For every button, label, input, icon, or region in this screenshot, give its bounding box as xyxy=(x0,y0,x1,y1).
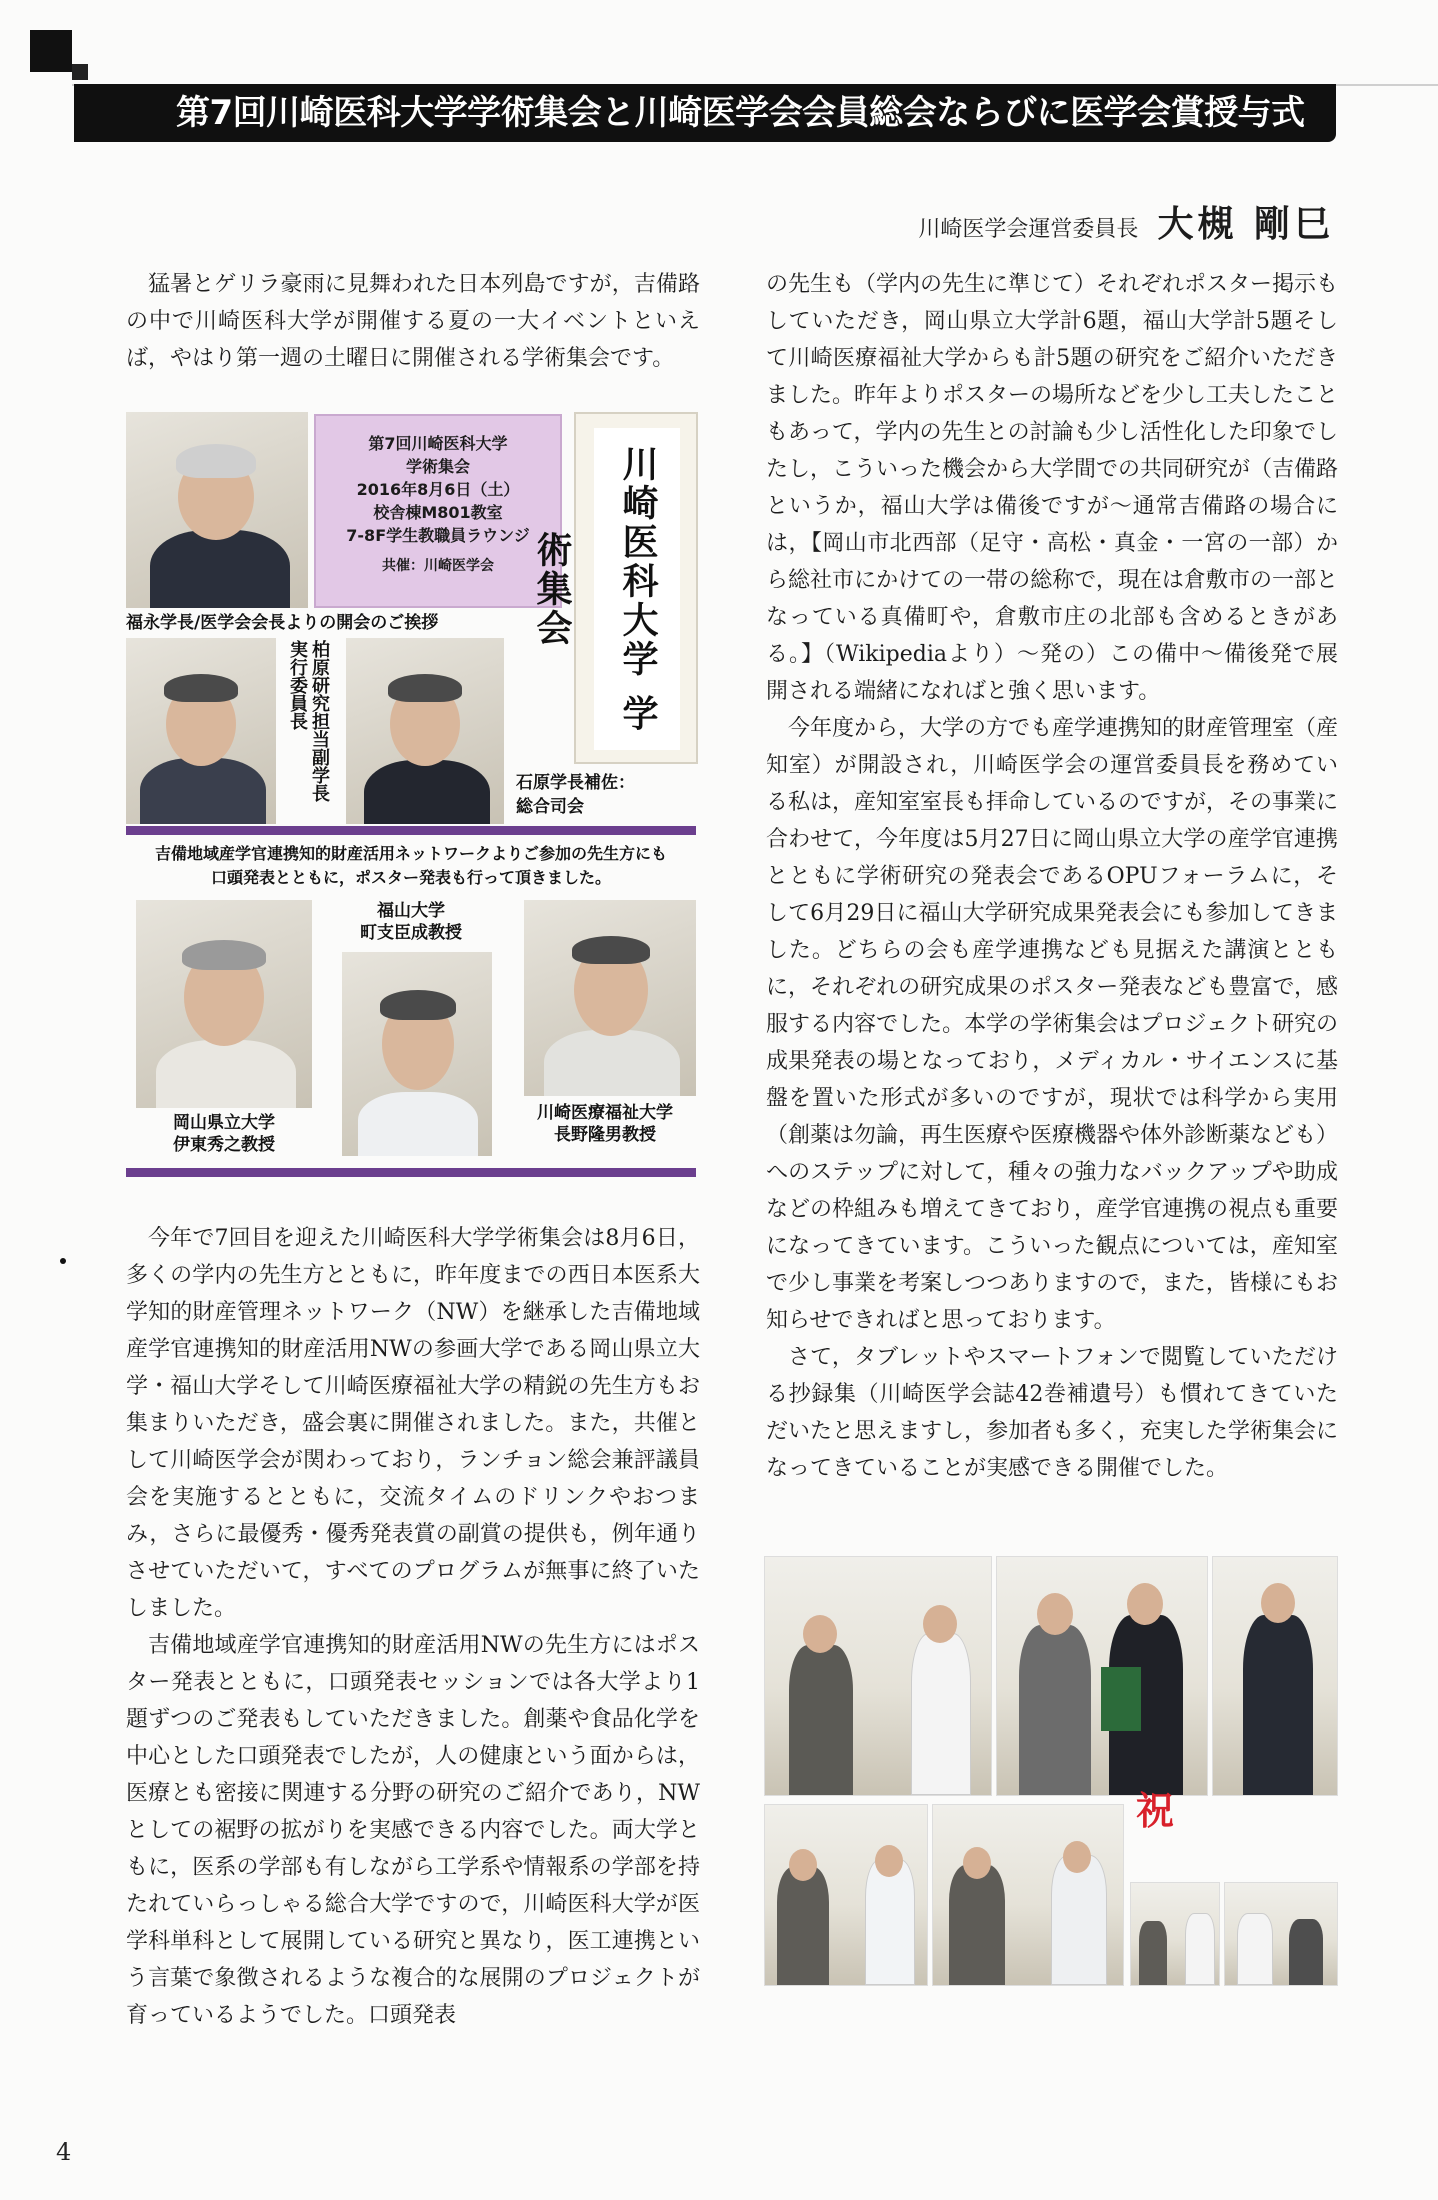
corner-decoration xyxy=(30,30,72,72)
event-card-venue: 校舎棟M801教室 xyxy=(373,503,503,522)
event-card-line: 学術集会 xyxy=(405,457,470,476)
caption-ishihara-role: 総合司会 xyxy=(516,797,584,817)
caption-network-line: 吉備地域産学官連携知的財産活用ネットワークよりご参加の先生方にも xyxy=(154,844,667,863)
photo-president xyxy=(126,412,308,608)
article-title: 第7回川崎医科大学学術集会と川崎医学会会員総会ならびに医学会賞授与式 xyxy=(74,84,1336,142)
event-card-date: 2016年8月6日（土） xyxy=(356,480,520,499)
ceremony-photo xyxy=(996,1556,1208,1796)
event-banner xyxy=(531,412,698,764)
caption-kashihara: 柏原研究担当副学長 実行委員長 xyxy=(287,640,330,802)
event-card-host: 共催：川崎医学会 xyxy=(382,558,494,574)
divider-rule xyxy=(126,1168,696,1177)
ceremony-photo xyxy=(1212,1556,1338,1796)
paragraph: 吉備地域産学官連携知的財産活用NWの先生方にはポスター発表とともに，口頭発表セッションでは各大学より1題ずつのご発表もしていただきました。創薬や食品化学を中心とした口頭発表でしたが，人の健康という面からは，医療とも密接に関連する分野の研究のご紹介であり，NWとしての裾野の拡がりを実感できる内容でした。両大学ともに，医系の学部も有しながら工学系や情報系の学部を持たれていらっしゃる総合大学ですので，川崎医科大学が医学科単科として展開している研究と異なり，医工連携という言葉で象徴されるような複合的な展開のプロジェクトが育っているようでした。口頭発表 xyxy=(126,1633,700,2028)
paragraph: の先生も（学内の先生に準じて）それぞれポスター掲示もしていただき，岡山県立大学計6題，福山大学計5題そして川崎医療福祉大学からも計5題の研究をご紹介いただきました。昨年よりポスターの場所などを少し工夫したこともあって，学内の先生との討論も少し活性化した印象でしたし，こういった機会から大学間での共同研究が（吉備路というか，福山大学は備後ですが～通常吉備路の場合には，【岡山市北西部（足守・高松・真金・一宮の一部）から総社市にかけての一帯の総称で，現在は倉敷市の一部となっている真備町や，倉敷市庄の北部も含めるときがある。】（Wikipediaより）～発の）この備中～備後発で展開される端緒になればと強く思います。 xyxy=(766,272,1339,704)
caption-okayama-name: 伊東秀之教授 xyxy=(173,1135,275,1155)
ceremony-photo xyxy=(1130,1882,1220,1986)
page-number: 4 xyxy=(56,2138,72,2166)
photo-fukuyama-professor xyxy=(342,952,492,1156)
photo-kawasaki-professor xyxy=(524,900,696,1096)
ceremony-photo xyxy=(764,1804,928,1986)
photo-ishihara xyxy=(346,638,504,824)
author-role: 川崎医学会運営委員長 xyxy=(918,217,1139,242)
article-right xyxy=(766,266,1338,1487)
paragraph: 猛暑とゲリラ豪雨に見舞われた日本列島ですが，吉備路の中で川崎医科大学が開催する夏の一大イベントといえば，やはり第一週の土曜日に開催される学術集会です。 xyxy=(126,272,700,371)
caption-fukuyama: 福山大学 xyxy=(377,901,445,921)
caption-kawasaki: 川崎医療福祉大学 xyxy=(537,1103,673,1123)
paragraph: 今年で7回目を迎えた川崎医科大学学術集会は8月6日，多くの学内の先生方とともに，昨年度までの西日本医系大学知的財産管理ネットワーク（NW）を継承した吉備地域産学官連携知的財産活用NWの参画大学である岡山県立大学・福山大学そして川崎医療福祉大学の精鋭の先生方もお集まりいただき，盛会裏に開催されました。また，共催として川崎医学会が関わっており，ランチョン総会兼評議員会を実施するとともに，交流タイムのドリンクやおつまみ，さらに最優秀・優秀発表賞の副賞の提供も，例年通りさせていただいて，すべてのプログラムが無事に終了いたしました。 xyxy=(126,1226,700,1621)
caption-fukuyama-name: 町支臣成教授 xyxy=(360,923,462,943)
banner-text: 川崎医科大学 学術集会 xyxy=(594,428,680,750)
caption-okayama: 岡山県立大学 xyxy=(173,1113,275,1133)
author-name: 大槻 剛巳 xyxy=(1157,203,1334,245)
ceremony-photo xyxy=(764,1556,992,1796)
byline xyxy=(918,196,1334,247)
photo-collage xyxy=(126,412,696,1180)
article-left-top xyxy=(126,266,700,377)
caption-ishihara: 石原学長補佐： xyxy=(516,773,635,793)
caption-kawasaki-name: 長野隆男教授 xyxy=(554,1125,656,1145)
paragraph: 今年度から，大学の方でも産学連携知的財産管理室（産知室）が開設され，川崎医学会の運営委員長を務めている私は，産知室室長も拝命しているのですが，その事業に合わせて，今年度は5月27日に岡山県立大学の産学官連携とともに学術研究の発表会であるOPUフォーラムに，そして6月29日に福山大学研究成果発表会にも参加してきました。どちらの会も産学連携なども見据えた講演とともに，それぞれの研究成果のポスター発表なども豊富で，感服する内容でした。本学の学術集会はプロジェクト研究の成果発表の場となっており，メディカル・サイエンスに基盤を置いた形式が多いのですが，現状では科学から実用（創薬は勿論，再生医療や医療機器や体外診断薬なども）へのステップに対して，種々の強力なバックアップや助成などの枠組みも増えてきており，産学官連携の視点も重要になってきています。こういった観点については，産知室で少し事業を考案しつつありますので，また，皆様にもお知らせできればと思っております。 xyxy=(766,716,1339,1333)
event-card-venue: 7-8F学生教職員ラウンジ xyxy=(346,526,530,545)
event-card-line: 第7回川崎医科大学 xyxy=(368,434,508,453)
photo-kashihara xyxy=(126,638,276,824)
paragraph: さて，タブレットやスマートフォンで閲覧していただける抄録集（川崎医学会誌42巻補遺号）も慣れてきていただいたと思えますし，参加者も多く，充実した学術集会になってきていることが実感できる開催でした。 xyxy=(766,1345,1338,1481)
caption-network-line: 口頭発表とともに，ポスター発表も行って頂きました。 xyxy=(210,868,611,887)
margin-mark xyxy=(60,1258,66,1264)
divider-rule xyxy=(126,826,696,835)
photo-okayama-professor xyxy=(136,900,312,1108)
celebration-mark: 祝 xyxy=(1135,1788,1174,1833)
ceremony-photo xyxy=(1224,1882,1338,1986)
caption-network xyxy=(126,842,696,890)
ceremony-photo xyxy=(932,1804,1124,1986)
award-ceremony-photos xyxy=(764,1556,1338,1986)
caption-president: 福永学長/医学会会長よりの開会のご挨拶 xyxy=(126,613,439,633)
article-left-bottom xyxy=(126,1220,700,2034)
corner-decoration-small xyxy=(72,64,88,80)
